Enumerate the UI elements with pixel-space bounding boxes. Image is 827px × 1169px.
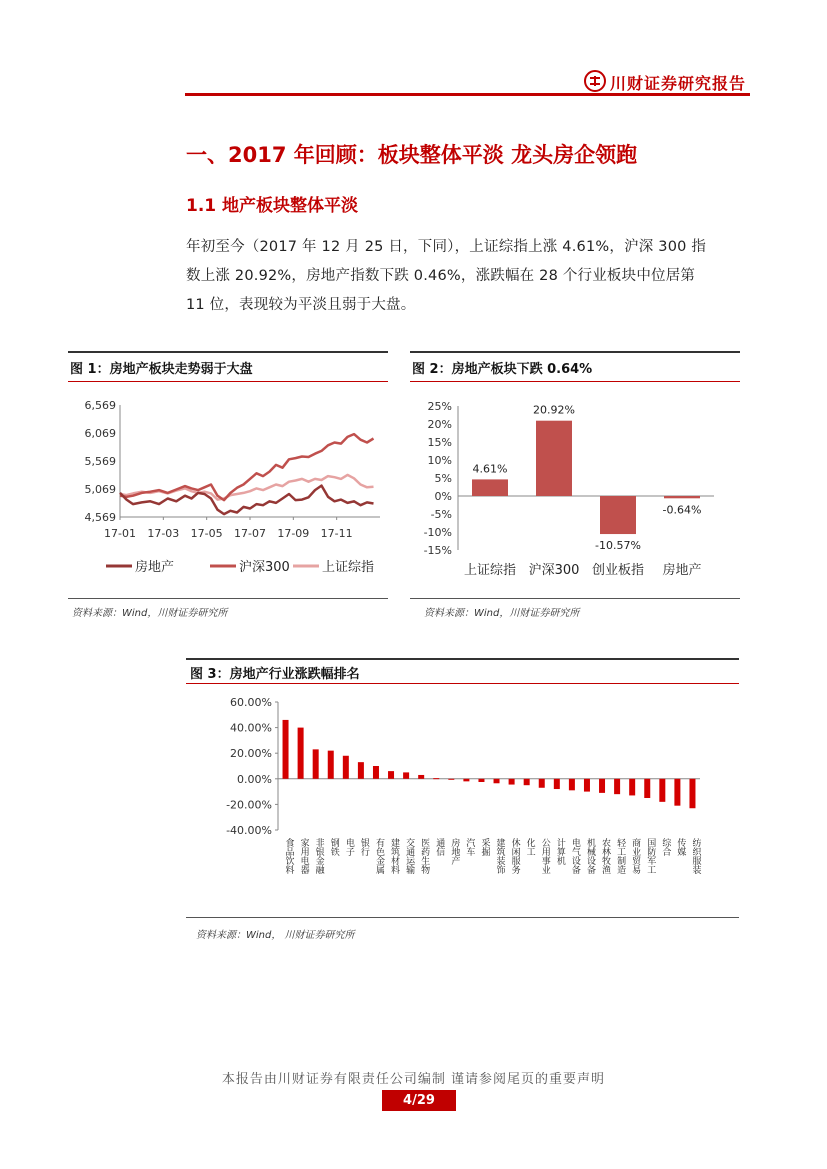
figure3-bar	[448, 779, 454, 780]
figure3-category-label: 钢铁	[328, 838, 339, 856]
figure3-bar	[569, 779, 575, 791]
figure3-y-tick: 40.00%	[230, 721, 272, 735]
figure3-bar	[599, 779, 605, 793]
header-divider	[185, 93, 750, 96]
figure1-x-tick: 17-05	[190, 527, 223, 540]
figure3-category-label: 医药生物	[419, 838, 430, 874]
figure2-title-underline	[410, 381, 740, 382]
figure1-chart	[68, 390, 388, 590]
figure2-category-label: 创业板指	[591, 563, 645, 578]
figure3-bar	[659, 779, 665, 802]
figure3-category-label: 食品饮料	[283, 838, 294, 874]
brand-name: 川财证券研究报告	[610, 74, 747, 93]
figure3-bar	[433, 778, 439, 779]
figure3-category-label: 电子	[343, 838, 354, 856]
figure2-category-label: 上证综指	[463, 563, 517, 578]
figure2-y-tick: 5%	[434, 472, 452, 485]
figure3-bar	[298, 728, 304, 779]
figure3-category-label: 房地产	[449, 838, 460, 865]
figure3-category-label: 纺织服装	[690, 838, 701, 874]
figure3-bar	[494, 779, 500, 783]
figure3-bar	[373, 766, 379, 779]
figure3-bar	[313, 749, 319, 778]
figure1-legend-label: 沪深300	[239, 560, 290, 575]
figure3-bar	[689, 779, 695, 808]
figure3-chart	[186, 690, 739, 915]
figure1-x-tick: 17-09	[277, 527, 310, 540]
paragraph-line-1: 年初至今（2017 年 12 月 25 日，下同），上证综指上涨 4.61%，沪深 300 指	[186, 239, 707, 255]
figure2-title: 图 2：房地产板块下跌 0.64%	[412, 362, 593, 377]
figure2-y-tick: -10%	[423, 526, 452, 539]
figure1-x-tick: 17-03	[147, 527, 180, 540]
figure3-category-label: 国防军工	[645, 838, 656, 874]
figure2-y-tick: -5%	[430, 508, 452, 521]
figure1-source: 资料来源：Wind，川财证券研究所	[72, 608, 228, 619]
figure3-bar	[539, 779, 545, 788]
figure2-y-tick: -15%	[423, 544, 452, 557]
figure3-bar	[388, 771, 394, 779]
figure3-category-label: 计算机	[554, 838, 565, 865]
figure2-chart	[410, 390, 740, 590]
figure3-bar	[644, 779, 650, 798]
figure1-y-tick: 6,069	[84, 427, 116, 440]
figure2-y-tick: 0%	[434, 490, 452, 503]
figure3-category-label: 建筑材料	[389, 838, 400, 874]
figure3-category-label: 轻工制造	[615, 838, 626, 874]
figure3-category-label: 银行	[358, 838, 369, 856]
figure3-bar	[614, 779, 620, 794]
figure3-title-underline	[186, 683, 739, 684]
figure2-category-label: 沪深300	[528, 563, 580, 578]
figure3-category-label: 建筑装饰	[494, 838, 505, 874]
figure3-bar	[674, 779, 680, 806]
figure3-category-label: 传媒	[675, 838, 686, 856]
figure1-y-tick: 5,569	[84, 455, 116, 468]
figure3-category-label: 休闲服务	[509, 838, 520, 874]
figure3-top-rule	[186, 658, 739, 660]
figure2-top-rule	[410, 351, 740, 353]
subsection-title: 1.1 地产板块整体平淡	[186, 196, 359, 216]
figure1-y-tick: 5,069	[84, 483, 116, 496]
figure3-bar	[509, 779, 515, 785]
figure2-data-label: 4.61%	[472, 462, 508, 476]
figure2-y-tick: 10%	[427, 454, 452, 467]
figure3-title: 图 3：房地产行业涨跌幅排名	[190, 667, 360, 682]
brand-logo-icon	[584, 70, 606, 92]
figure1-title-underline	[68, 381, 388, 382]
figure3-bar	[554, 779, 560, 789]
figure3-y-tick: -20.00%	[226, 798, 272, 812]
figure2-bar	[600, 496, 636, 534]
figure3-bar	[328, 751, 334, 779]
figure2-y-tick: 25%	[427, 400, 452, 413]
figure3-bottom-rule	[186, 917, 739, 918]
figure3-bar	[418, 775, 424, 779]
figure3-category-label: 交通运输	[404, 838, 415, 874]
figure3-bar	[283, 720, 289, 779]
figure3-y-tick: -40.00%	[226, 824, 272, 837]
figure2-y-tick: 15%	[427, 436, 452, 449]
figure1-x-tick: 17-07	[234, 527, 266, 540]
figure2-data-label: 20.92%	[533, 403, 575, 417]
figure3-y-tick: 0.00%	[237, 772, 272, 786]
figure1-bottom-rule	[68, 598, 388, 599]
footer-disclaimer: 本报告由川财证券有限责任公司编制 谨请参阅尾页的重要声明	[221, 1072, 606, 1087]
body-paragraph	[186, 233, 746, 320]
figure1-series-line	[120, 475, 374, 500]
figure2-data-label: -0.64%	[662, 503, 702, 517]
figure3-bar	[478, 779, 484, 782]
figure1-legend-label: 房地产	[135, 560, 175, 575]
figure1-title: 图 1：房地产板块走势弱于大盘	[70, 362, 253, 377]
figure2-bottom-rule	[410, 598, 740, 599]
figure3-category-label: 汽车	[464, 838, 475, 856]
figure1-legend-label: 上证综指	[322, 560, 375, 575]
figure2-source: 资料来源：Wind，川财证券研究所	[424, 608, 580, 619]
figure1-y-tick: 4,569	[84, 511, 116, 524]
figure3-bar	[584, 779, 590, 792]
figure3-source: 资料来源：Wind， 川财证券研究所	[196, 930, 355, 941]
figure3-bar	[463, 779, 469, 782]
figure3-y-tick: 60.00%	[230, 696, 272, 709]
paragraph-line-3: 11 位，表现较为平淡且弱于大盘。	[186, 297, 416, 313]
paragraph-line-2: 数上涨 20.92%，房地产指数下跌 0.46%，涨跌幅在 28 个行业板块中位居第	[186, 268, 696, 284]
figure3-category-label: 化工	[524, 838, 535, 856]
figure3-category-label: 采掘	[479, 838, 490, 856]
figure3-category-label: 家用电器	[298, 838, 309, 874]
figure3-category-label: 机械设备	[584, 838, 595, 874]
figure3-bar	[403, 772, 409, 778]
page-number: 4/29	[382, 1090, 456, 1111]
figure3-category-label: 综合	[660, 838, 671, 856]
figure3-category-label: 非银金融	[313, 838, 324, 874]
figure2-bar	[664, 496, 700, 498]
figure3-bar	[629, 779, 635, 796]
figure1-series-line	[120, 434, 374, 500]
figure2-data-label: -10.57%	[595, 539, 641, 553]
figure3-y-tick: 20.00%	[230, 747, 272, 761]
figure3-bar	[343, 756, 349, 779]
figure1-x-tick: 17-11	[320, 527, 353, 540]
figure1-x-tick: 17-01	[104, 527, 136, 540]
figure3-bar	[524, 779, 530, 785]
figure1-top-rule	[68, 351, 388, 353]
figure3-category-label: 农林牧渔	[600, 838, 611, 874]
figure2-bar	[536, 421, 572, 496]
figure2-bar	[472, 479, 508, 496]
figure2-y-tick: 20%	[427, 418, 452, 431]
figure3-bar	[358, 762, 364, 779]
figure3-category-label: 通信	[434, 838, 445, 856]
figure1-y-tick: 6,569	[84, 399, 116, 412]
figure3-category-label: 公用事业	[539, 838, 550, 874]
section-title: 一、2017 年回顾：板块整体平淡 龙头房企领跑	[186, 143, 638, 167]
figure2-category-label: 房地产	[662, 563, 702, 578]
figure3-category-label: 商业贸易	[630, 838, 641, 874]
figure3-category-label: 有色金属	[373, 838, 384, 874]
figure3-category-label: 电气设备	[569, 838, 580, 874]
